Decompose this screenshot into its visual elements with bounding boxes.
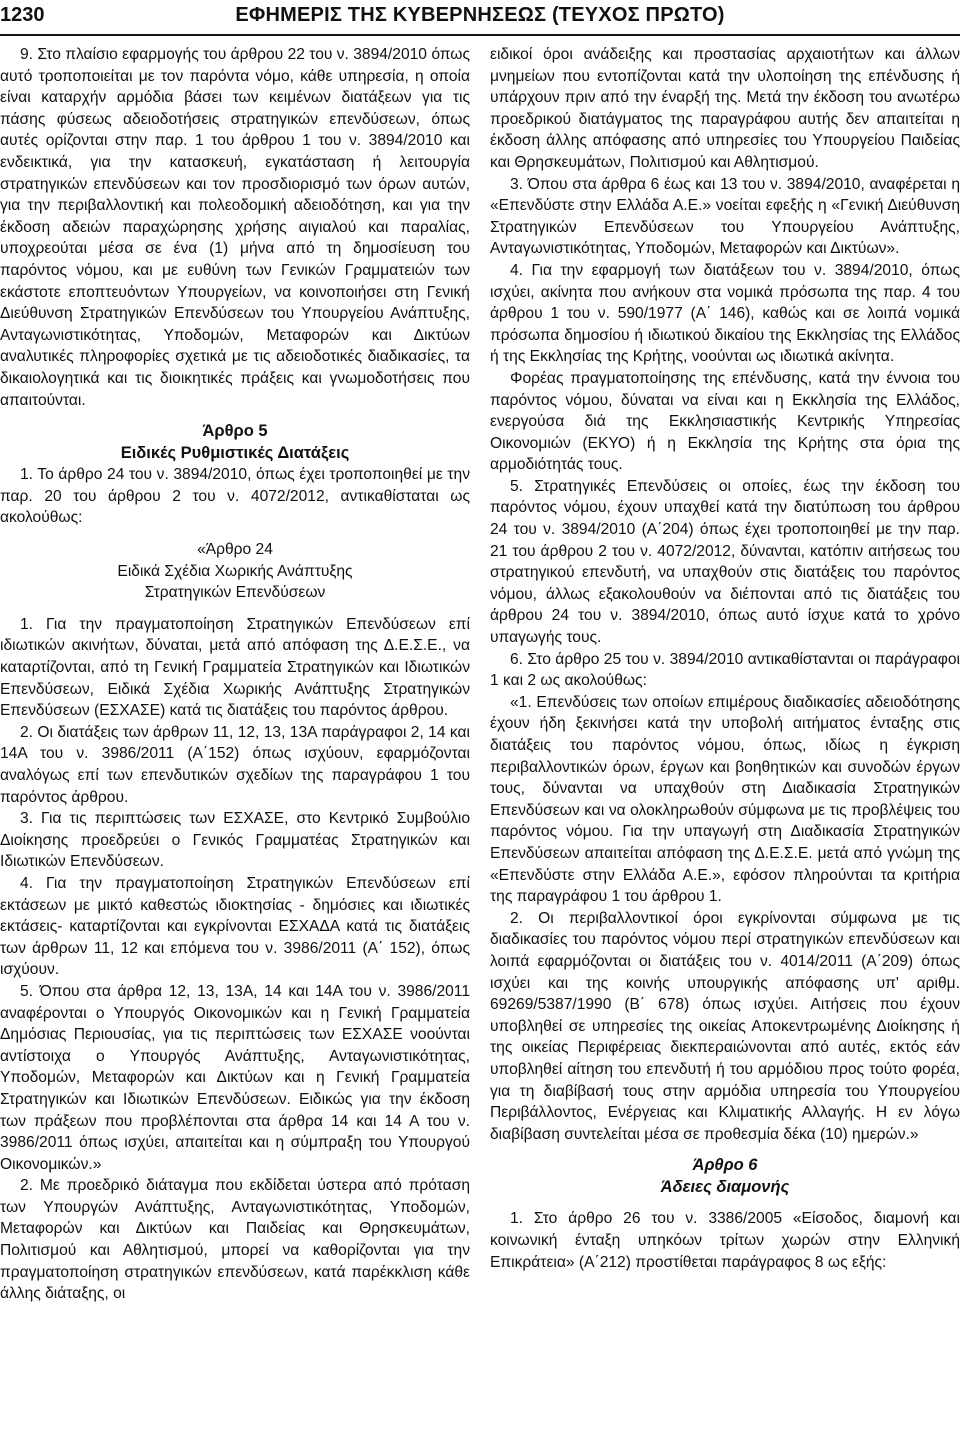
- paragraph: 6. Στο άρθρο 25 του ν. 3894/2010 αντικαθίστανται οι παράγραφοι 1 και 2 ως ακολούθως:: [490, 650, 960, 690]
- gazette-title: ΕΦΗΜΕΡΙΣ ΤΗΣ ΚΥΒΕΡΝΗΣΕΩΣ (ΤΕΥΧΟΣ ΠΡΩΤΟ): [235, 4, 725, 26]
- paragraph: 3. Όπου στα άρθρα 6 έως και 13 του ν. 3894/2010, αναφέρεται η «Επενδύστε στην Ελλάδα Α.Ε.» νοείται εφεξής η «Γενική Διεύθυνση Στρατηγικών Επενδύσεων του Υπουργείου Ανάπτυξης, Ανταγωνιστικότητας, Υποδομών, Μεταφορών και Δικτύων».: [490, 175, 960, 258]
- article-heading: Άρθρο 6: [692, 1156, 758, 1175]
- paragraph: 5. Όπου στα άρθρα 12, 13, 13Α, 14 και 14Α του ν. 3986/2011 αναφέρονται ο Υπουργός Οικονομικών και η Γενική Γραμματεία Δημόσιας Περιουσίας, για τις περιπτώσεις των ΕΣΧΑΣΕ νοούνται αντίστοιχα ο Υπουργός Ανάπτυξης, Ανταγωνιστικότητας, Υποδομών, Μεταφορών και Δικτύων και η Γενική Γραμματεία Στρατηγικών και Ιδιωτικών Επενδύσεων. Ειδικώς για την έκδοση των πράξεων που προβλέπονται στα άρθρα 14 και 14 Α του ν. 3986/2011 όπως ισχύει, απαιτείται και η σύμπραξη του Υπουργού Οικονομικών.»: [0, 982, 470, 1173]
- article-heading: Άρθρο 5: [202, 422, 268, 441]
- quoted-article-subheading: Ειδικά Σχέδια Χωρικής Ανάπτυξης: [117, 562, 353, 580]
- page-header: [0, 0, 960, 44]
- paragraph: 4. Για την πραγματοποίηση Στρατηγικών Επενδύσεων επί εκτάσεων με μικτό καθεστώς ιδιοκτησίας - δημόσιες και ιδιωτικές εκτάσεις- καταρτίζονται και εγκρίνονται ΕΣΧΑΔΑ κατά τις διατάξεις των άρθρων 11, 12 και επόμενα του ν. 3986/2011 (Α΄ 152), όπως ισχύουν.: [0, 874, 470, 979]
- paragraph: 1. Το άρθρο 24 του ν. 3894/2010, όπως έχει τροποποιηθεί με την παρ. 20 του άρθρου 2 του ν. 4072/2012, αντικαθίσταται ως ακολούθως:: [0, 466, 470, 527]
- paragraph: Φορέας πραγματοποίησης της επένδυσης, κατά την έννοια του παρόντος νόμου, δύναται να είναι και η Εκκλησία της Ελλάδος, ενεργούσα διά της Εκκλησιαστικής Κεντρικής Υπηρεσίας Οικονομιών (ΕΚΥΟ) ή η Εκκλησία της Κρήτης στα όρια της αρμοδιότητάς τους.: [490, 369, 960, 474]
- paragraph: 1. Στο άρθρο 26 του ν. 3386/2005 «Είσοδος, διαμονή και κοινωνική ένταξη υπηκόων τρίτων χωρών στην Ελληνική Επικράτεια» (Α΄212) προστίθεται παράγραφος 8 ως εξής:: [490, 1210, 960, 1271]
- left-column: [0, 44, 470, 1305]
- quoted-article-heading: «Άρθρο 24: [197, 541, 273, 559]
- paragraph: 3. Για τις περιπτώσεις των ΕΣΧΑΣΕ, στο Κεντρικό Συμβούλιο Διοίκησης προεδρεύει ο Γενικός Γραμματέας Στρατηγικών και Ιδιωτικών Επενδύσεων.: [0, 810, 470, 871]
- paragraph: 9. Στο πλαίσιο εφαρμογής του άρθρου 22 του ν. 3894/2010 όπως αυτό τροποποιείται με τον παρόντα νόμο, κάθε υπηρεσία, η οποία είναι καταρχήν αρμόδια βάσει των κειμένων διατάξεων για τις πάσης φύσεως αδειοδοτήσεις στρατηγικών επενδύσεων, όπως αυτές ορίζονται στην παρ. 1 του άρθρου 1 του ν. 3894/2010 και ενδεικτικά, για την κατασκευή, εγκατάσταση ή λειτουργία στρατηγικών επενδύσεων και τον προσδιορισμό των όρων αυτών, για την περιβαλλοντική και πολεοδομική αδειοδότηση, και για την έκδοση αδειών παραχώρησης χρήσης αιγιαλού και παραλίας, υποχρεούται μέσα σε ένα (1) μήνα από τη δημοσίευση του παρόντος νόμου, και με ευθύνη των Γενικών Γραμματειών των εκάστοτε εποπτευόντων Υπουργείων, να κοινοποιήσει στη Γενική Διεύθυνση Στρατηγικών Επενδύσεων του Υπουργείου Ανάπτυξης, Ανταγωνιστικότητας, Υποδομών, Μεταφορών και Δικτύων αναλυτικές πληροφορίες σχετικά με τις αδειοδοτικές διαδικασίες, τα δικαιολογητικά και τις διοικητικές πράξεις και γνωμοδοτήσεις που απαιτούνται.: [0, 46, 470, 409]
- paragraph: 1. Για την πραγματοποίηση Στρατηγικών Επενδύσεων επί ιδιωτικών ακινήτων, δύναται, μετά από απόφαση της Δ.Ε.Σ.Ε., να καταρτίζονται, από τη Γενική Γραμματεία Στρατηγικών και Ιδιωτικών Επενδύσεων, Ειδικά Σχέδια Χωρικής Ανάπτυξης Στρατηγικών Επενδύσεων (ΕΣΧΑΣΕ) κατά τις διατάξεις του παρόντος άρθρου.: [0, 615, 470, 720]
- quoted-article-subheading: Στρατηγικών Επενδύσεων: [144, 584, 326, 602]
- paragraph: «1. Επενδύσεις των οποίων επιμέρους διαδικασίες αδειοδότησης έχουν ήδη ξεκινήσει κατά την υποβολή αιτήματος ένταξης στις διατάξεις του παρόντος νόμου, όπως, ιδίως η έγκριση περιβαλλοντικών όρων, έργων και βοηθητικών και συνοδών έργων τους, δύνανται να υπαχθούν στη Διαδικασία Στρατηγικών Επενδύσεων και να ολοκληρωθούν σύμφωνα με τις προβλέψεις του παρόντος νόμου. Για την υπαγωγή στη Διαδικασία Στρατηγικών Επενδύσεων απαιτείται απόφαση της Δ.Ε.Σ.Ε. μετά από γνώμη της «Επενδύστε στην Ελλάδα Α.Ε.», εφόσον πληρούνται τα κριτήρια της παραγράφου 1 του άρθρου 1.: [490, 693, 960, 906]
- page-number: 1230: [0, 4, 45, 26]
- paragraph: 2. Οι διατάξεις των άρθρων 11, 12, 13, 13Α παράγραφοι 2, 14 και 14Α του ν. 3986/2011 (Α΄152) όπως ισχύουν, εφαρμόζονται αναλόγως επί των επενδυτικών σχεδίων της παραγράφου 1 του παρόντος άρθρου.: [0, 723, 470, 806]
- paragraph: 2. Με προεδρικό διάταγμα που εκδίδεται ύστερα από πρόταση των Υπουργών Ανάπτυξης, Ανταγωνιστικότητας, Υποδομών, Μεταφορών και Δικτύων και Παιδείας και Θρησκευμάτων, Πολιτισμού και Αθλητισμού, μπορεί να καθορίζονται για την πραγματοποίηση στρατηγικών επενδύσεων, κατά παρέκκλιση κάθε άλλης διάταξης, οι: [0, 1177, 470, 1303]
- article-subheading: Άδειες διαμονής: [660, 1177, 790, 1196]
- paragraph: 4. Για την εφαρμογή των διατάξεων του ν. 3894/2010, όπως ισχύει, ακίνητα που ανήκουν στα νομικά πρόσωπα της παρ. 4 του άρθρου 1 του ν. 590/1977 (Α΄ 146), καθώς και σε λοιπά νομικά πρόσωπα δημοσίου ή ιδιωτικού δικαίου της Εκκλησίας της Ελλάδος ή της Εκκλησίας της Κρήτης, νοούνται ως ιδιωτικά ακίνητα.: [490, 261, 960, 366]
- paragraph: ειδικοί όροι ανάδειξης και προστασίας αρχαιοτήτων και άλλων μνημείων που εντοπίζονται κατά την υλοποίηση της επένδυσης ή υπάρχουν πριν από την έναρξή της. Μετά την έκδοση του ανωτέρω προεδρικού διατάγματος της παραγράφου αυτής δεν απαιτείται η έκδοση άλλης απόφασης από υπηρεσίες του Υπουργείου Παιδείας και Θρησκευμάτων, Πολιτισμού και Αθλητισμού.: [490, 46, 960, 171]
- header-rule: [0, 34, 960, 36]
- paragraph: 5. Στρατηγικές Επενδύσεις οι οποίες, έως την έκδοση του παρόντος νόμου, έχουν υπαχθεί κατά την διατύπωση του άρθρου 24 του ν. 3894/2010 (Α΄204) όπως έχει τροποποιηθεί με την παρ. 21 του άρθρου 2 του ν. 4072/2012, δύνανται, κατόπιν αιτήσεως του στρατηγικού επενδυτή, να υπαχθούν στις διατάξεις του παρόντος νόμου, άλλως εξακολουθούν να διέπονται από τις διατάξεις του άρθρου 24 του ν. 3894/2010, όπως αυτό ίσχυε κατά το χρόνο υπαγωγής τους.: [490, 477, 960, 647]
- right-column: [490, 44, 960, 1273]
- paragraph: 2. Οι περιβαλλοντικοί όροι εγκρίνονται σύμφωνα με τις διαδικασίες του παρόντος νόμου περί στρατηγικών επενδύσεων και λοιπά εφαρμόζονται οι διατάξεις του ν. 4014/2011 (Α΄209) όπως ισχύει και της κοινής υπουργικής απόφασης υπ' αριθμ. 69269/5387/1990 (Β΄ 678) όπως ισχύει. Αιτήσεις που έχουν υποβληθεί σε υπηρεσίες της οικείας Αποκεντρωμένης Διοίκησης ή της οικείας Περιφέρειας διεκπεραιώνονται από αυτές, εκτός εάν υποβληθεί αίτηση του επενδυτή ή του αρμόδιου προς τούτο φορέα, για τη διαβίβασή τους στην αρμόδια υπηρεσία του Υπουργείου Περιβάλλοντος, Ενέργειας και Κλιματικής Αλλαγής. Η εν λόγω διαβίβαση συντελείται μέσα σε προθεσμία δέκα (10) ημερών.»: [490, 909, 960, 1143]
- article-subheading: Ειδικές Ρυθμιστικές Διατάξεις: [120, 443, 350, 462]
